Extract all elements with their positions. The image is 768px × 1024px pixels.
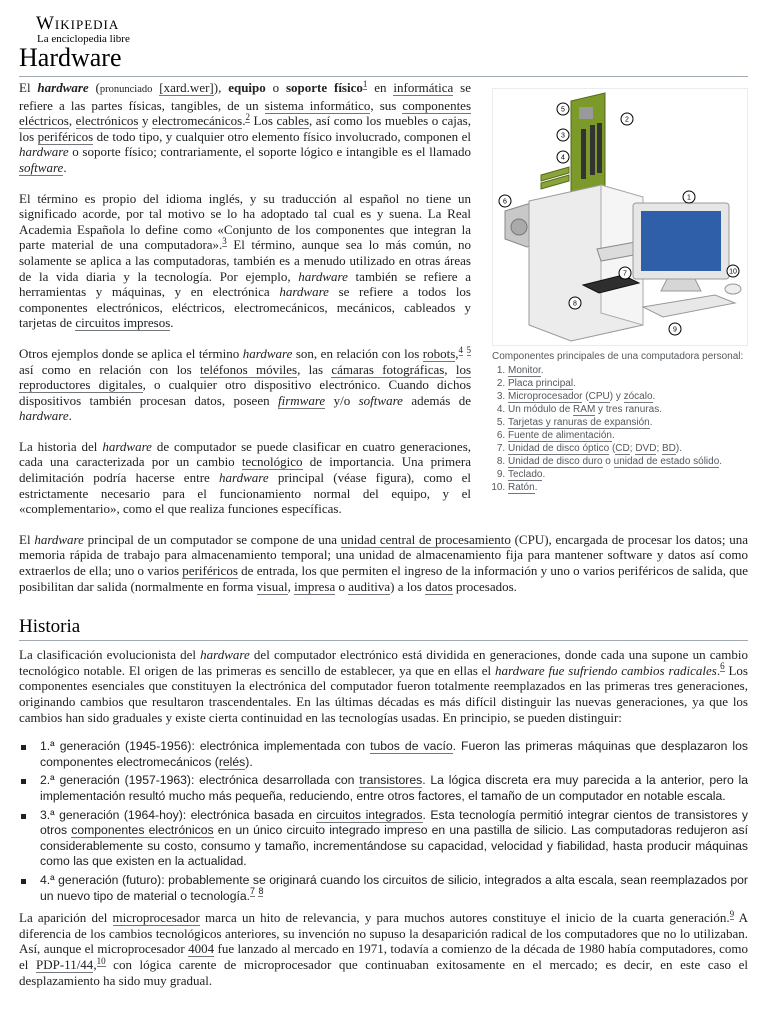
text-run: hardware: [279, 284, 329, 300]
text-run: . Esta tecnología permitió integrar cientos de transistores y otros: [40, 807, 749, 838]
text-run: .: [573, 378, 576, 389]
inline-link[interactable]: Monitor: [508, 365, 541, 376]
text-run: en un único circuito integrado impreso en una pastilla de silicio. Las computadoras redujeron así considerablemente su costo, consumo y tamaño, incrementándose su capacidad, velocidad y fiabilidad, hasta producir máquinas como las que existen en la actualidad.: [40, 823, 749, 869]
text-run: software: [358, 392, 403, 408]
inline-link[interactable]: 4004: [188, 941, 215, 957]
text-run: .: [652, 391, 656, 402]
figure-legend-item: [508, 403, 748, 416]
callout-label-6: 6: [503, 198, 507, 206]
intro-paragraph-3: [19, 346, 471, 424]
inline-link[interactable]: microprocesador: [112, 910, 200, 926]
figure-caption: [492, 350, 748, 494]
inline-link[interactable]: unidad central de procesamiento: [340, 531, 511, 547]
text-run: (CPU), encargada de procesar los datos; una memoria rápida de trabajo para almacenamiento temporal; una unidad de almacenamiento fija para mantener software y datos así como extraerlos de ella; uno o varios: [19, 531, 748, 579]
callout-label-2: 2: [625, 116, 629, 124]
inline-link[interactable]: tubos de vacío: [370, 739, 453, 754]
generation-item: [19, 873, 748, 904]
callout-5: [557, 103, 569, 115]
inline-link[interactable]: Ratón: [508, 482, 535, 493]
figure-legend-list: [492, 364, 748, 494]
callout-4: [557, 151, 569, 163]
text-run: La historia del: [19, 438, 103, 454]
inline-link[interactable]: visual: [256, 578, 288, 594]
callout-label-1: 1: [687, 194, 691, 202]
inline-link[interactable]: Microprocesador: [508, 391, 583, 402]
inline-link[interactable]: componentes electrónicos: [71, 823, 214, 838]
text-run: , las: [297, 361, 332, 377]
text-run: . Fueron las primeras máquinas que desplazaron los componentes electromecánicos (: [40, 739, 748, 769]
text-run: con lógica carente de microprocesador que continuaban exitosamente en el mercado; es decir, en este caso el desplazamiento ha sido muy gradual.: [19, 956, 748, 988]
callout-8: [569, 297, 581, 309]
text-run: A diferencia de los cambios tecnológicos anteriores, su invención no supuso la desaparición radical de los computadores que no lo utilizaban. Así, aunque el microprocesador: [19, 910, 749, 957]
text-run: hardware: [34, 531, 84, 547]
reference-link[interactable]: 3: [222, 236, 227, 247]
intro-paragraph-2: [19, 191, 471, 331]
inline-link[interactable]: auditiva: [348, 578, 391, 594]
inline-link[interactable]: RAM: [573, 404, 596, 415]
inline-link[interactable]: Unidad de disco óptico: [508, 443, 610, 454]
callout-label-10: 10: [729, 268, 737, 276]
text-run: . La lógica discreta era muy parecida a la anterior, pero la implementación resultó mucho más pequeña, reduciendo, entre otros factores, el tamaño de un computador en notable escala.: [40, 773, 749, 803]
intro-paragraph-5: [19, 532, 748, 594]
inline-link[interactable]: PDP-11/44: [36, 956, 94, 972]
text-run: .: [716, 662, 721, 678]
bullet-icon: [21, 879, 26, 884]
figure-legend-item: [508, 429, 748, 442]
text-run: además de: [402, 392, 471, 408]
text-run: (: [88, 80, 100, 95]
text-run: soporte físico: [285, 80, 363, 95]
text-run: ) a los: [390, 578, 426, 594]
text-run: ),: [213, 80, 229, 95]
text-run: Los componentes esenciales que constituyen la electrónica del computador fueron totalmente reemplazados en las primeras tres generaciones, originando cambios que resultaron trascendentales. En las últimas décadas es más difícil distinguir las nuevas generaciones, ya que los cambios han sido graduales y existe cierta continuidad en las tecnologías usadas. En principio, se pueden distinguir:: [19, 662, 748, 725]
text-run: Un módulo de: [508, 404, 574, 415]
text-run: y tres ranuras.: [595, 404, 662, 415]
text-run: .: [542, 469, 546, 480]
tagline: La enciclopedia libre: [37, 33, 130, 45]
inline-link[interactable]: tecnológico: [241, 454, 303, 470]
text-run: .: [534, 482, 538, 493]
text-run: o: [335, 578, 349, 594]
text-run: también se refiere a herramientas y máquinas, y en electrónica: [19, 268, 471, 300]
text-run: .: [649, 417, 653, 428]
figure-legend-item: [508, 390, 748, 403]
inline-link[interactable]: BD: [662, 443, 676, 454]
text-run: hardware: [19, 408, 69, 424]
callout-9: [669, 323, 681, 335]
inline-link[interactable]: relés: [218, 754, 246, 769]
text-run: se refiere a todos los componentes electrónicos, eléctricos, electromecánicos, mecánicos, cableados y tarjetas de: [19, 284, 471, 331]
callout-label-5: 5: [561, 106, 565, 114]
text-run: se refiere a las partes físicas, tangibles, de un: [19, 80, 471, 113]
intro-paragraph-4: [19, 439, 471, 517]
text-run: ).: [245, 754, 253, 769]
text-run: hardware: [200, 647, 250, 663]
generations-list: [19, 739, 748, 904]
historia-paragraph-1: [19, 647, 748, 725]
text-run: Otros ejemplos donde se aplica el término: [19, 345, 243, 361]
text-run: (: [582, 391, 589, 402]
inline-link[interactable]: circuitos impresos: [75, 315, 171, 331]
inline-link[interactable]: firmware: [278, 392, 326, 408]
inline-link[interactable]: unidad de estado sólido: [613, 456, 720, 467]
figure-legend-item: [508, 364, 748, 377]
callout-label-8: 8: [573, 300, 577, 308]
inline-link[interactable]: zócalo: [623, 391, 653, 402]
callout-label-7: 7: [623, 270, 627, 278]
text-run: hardware fue sufriendo cambios radicales: [495, 662, 717, 678]
inline-link[interactable]: Tarjetas y ranuras de expansión: [508, 417, 650, 428]
text-run: .: [611, 430, 615, 441]
figure-box: [492, 88, 748, 494]
inline-link[interactable]: periféricos: [182, 563, 238, 579]
inline-link[interactable]: cables: [276, 113, 309, 129]
text-run: .: [719, 456, 723, 467]
pc-components-image[interactable]: [492, 88, 748, 346]
text-run: de todo tipo, y cualquier otro elemento físico involucrado, componen el: [93, 128, 471, 144]
inline-link[interactable]: [xard.wer]: [159, 80, 214, 95]
callout-label-9: 9: [673, 326, 677, 334]
inline-link[interactable]: Teclado: [508, 469, 543, 480]
figure-legend-item: [508, 442, 748, 455]
section-heading-historia: Historia: [19, 616, 748, 641]
text-run: ;: [629, 443, 636, 454]
callout-1: [683, 191, 695, 203]
text-run: ,: [287, 578, 295, 594]
callout-2: [621, 113, 633, 125]
inline-link[interactable]: Unidad de disco duro: [508, 456, 603, 467]
figure-legend-item: [508, 468, 748, 481]
figure-legend-item: [508, 377, 748, 390]
figure-legend-item: [508, 416, 748, 429]
text-run: marca un hito de relevancia, y para muchos autores constituye el inicio de la cuarta generación.: [199, 910, 730, 926]
bullet-icon: [21, 779, 26, 784]
inline-link[interactable]: circuitos integrados: [316, 807, 423, 822]
callout-3: [557, 129, 569, 141]
text-run: ,: [455, 345, 459, 361]
wikipedia-logo[interactable]: [36, 14, 130, 45]
inline-link[interactable]: electromecánicos: [151, 113, 243, 129]
inline-link[interactable]: CPU: [588, 391, 610, 402]
title-divider: [19, 76, 748, 77]
text-run: El: [19, 531, 35, 547]
callout-label-4: 4: [561, 154, 565, 162]
generation-item: [19, 739, 748, 770]
text-run: o soporte físico; contrariamente, el soporte lógico e intangible es el llamado: [68, 144, 471, 160]
text-run: hardware: [102, 438, 152, 454]
inline-link[interactable]: datos: [425, 578, 453, 594]
callout-7: [619, 267, 631, 279]
text-run: o: [602, 456, 614, 467]
text-run: Los: [249, 113, 277, 129]
text-run: ,: [68, 113, 76, 129]
text-run: fue lanzado al mercado en 1971, todavía a comienzo de la década de 1980 había computadores, como el: [19, 941, 748, 972]
text-run: pronunciado: [99, 84, 153, 95]
text-run: 4.ª generación (futuro): probablemente se originará cuando los circuitos de silicio, integrados a alta escala, sean reemplazados por un nuevo tipo de material o tecnología.: [40, 872, 748, 903]
inline-link[interactable]: informática: [393, 80, 454, 95]
text-run: y/o: [325, 392, 359, 408]
bullet-icon: [21, 814, 26, 819]
text-run: del computador electrónico está dividida en generaciones, donde cada una supone un cambio tecnológico notable. El origen de las primeras es sencillo de establecer, ya que en ellas el: [19, 647, 748, 678]
text-run: ,: [93, 956, 97, 972]
inline-link[interactable]: software: [19, 159, 64, 175]
inline-link[interactable]: componentes eléctricos: [19, 97, 472, 129]
text-run: , así como los muebles o cajas, los: [19, 113, 471, 144]
text-run: 2.ª generación (1957-1963): electrónica desarrollada con: [40, 773, 360, 788]
text-run: .: [242, 113, 246, 129]
text-run: ).: [675, 443, 683, 454]
text-run: La clasificación evolucionista del: [19, 647, 201, 663]
page-title: Hardware: [19, 43, 122, 72]
text-run: 1.ª generación (1945-1956): electrónica implementada con: [40, 739, 371, 754]
text-run: El término es propio del idioma inglés, y su traducción al español no tiene un significado acorde, por tal motivo se lo ha adoptado tal cual es y suena. La Real Academia Española lo define como «Conjunto de los componentes que integran la parte material de una computadora».: [19, 190, 471, 253]
reference-link[interactable]: 5: [466, 344, 471, 355]
text-run: hardware: [37, 80, 89, 95]
text-run: son, en relación con los: [292, 345, 423, 361]
callout-label-3: 3: [561, 132, 565, 140]
reference-link[interactable]: 4: [458, 344, 463, 355]
text-run: hardware: [298, 268, 348, 284]
inline-link[interactable]: robots: [422, 345, 456, 361]
reference-link[interactable]: 2: [245, 111, 250, 122]
text-run: .: [63, 159, 67, 175]
text-run: de importancia. Una primera delimitación podría hacerse entre: [19, 454, 472, 486]
inline-link[interactable]: Fuente de alimentación: [508, 430, 612, 441]
text-run: procesados.: [452, 578, 517, 594]
text-run: La aparición del: [19, 910, 113, 926]
text-run: hardware: [19, 144, 69, 160]
text-run: o: [265, 80, 286, 95]
inline-link[interactable]: teléfonos móviles: [200, 361, 298, 377]
reference-link[interactable]: 7: [250, 886, 256, 897]
text-run: [463, 346, 467, 361]
reference-link[interactable]: 9: [729, 908, 735, 919]
text-run: principal de un computador se compone de una: [83, 531, 341, 547]
figure-legend-item: [508, 481, 748, 494]
reference-link[interactable]: 1: [362, 78, 368, 89]
text-run: , sus: [370, 97, 403, 113]
text-run: El: [19, 80, 38, 95]
inline-link[interactable]: impresa: [294, 578, 336, 594]
text-run: y: [138, 113, 152, 129]
text-run: equipo: [228, 80, 266, 95]
intro-paragraph-1: [19, 80, 471, 176]
wordmark: Wikipedia: [36, 13, 120, 34]
text-run: ,: [444, 361, 456, 377]
figure-caption-text: Componentes principales de una computadora personal:: [492, 351, 744, 362]
article-body: [19, 80, 748, 988]
text-run: así como en relación con los: [19, 361, 201, 377]
text-run: de computador se puede clasificar en cuatro generaciones, cada una caracterizada por un cambio: [19, 438, 471, 470]
generation-item: [19, 808, 748, 870]
text-run: ;: [656, 443, 662, 454]
text-run: principal (véase figura), como el estrictamente necesario para el funcionamiento normal del equipo, y el «complementario», como el que realiza funciones específicas.: [19, 470, 471, 517]
text-run: .: [540, 365, 544, 376]
text-run: , o cualquier otro dispositivo electrónico. Cuando dichos dispositivos también procesan datos, poseen: [19, 377, 471, 408]
text-run: .: [68, 408, 72, 424]
text-run: de entrada, los que permiten el ingreso de la información y uno o varios periféricos de salida, que posibilitan dar salida (normalmente en forma: [19, 563, 748, 594]
text-run: .: [170, 315, 174, 331]
text-run: en: [367, 80, 394, 95]
inline-link[interactable]: periféricos: [37, 128, 94, 144]
bullet-icon: [21, 745, 26, 750]
reference-link[interactable]: 6: [720, 661, 725, 672]
text-run: 3.ª generación (1964-hoy): electrónica basada en: [40, 807, 317, 822]
inline-link[interactable]: Placa principal: [508, 378, 574, 389]
historia-paragraph-2: [19, 910, 748, 988]
generation-item: [19, 773, 748, 804]
inline-link[interactable]: sistema informático: [264, 97, 371, 113]
inline-link[interactable]: cámaras fotográficas: [331, 361, 445, 377]
inline-link[interactable]: CD: [615, 443, 630, 454]
inline-link[interactable]: transistores: [359, 773, 423, 788]
reference-link[interactable]: 10: [96, 955, 106, 966]
text-run: ) y: [609, 391, 624, 402]
callout-10: [727, 265, 739, 277]
callout-6: [499, 195, 511, 207]
figure-legend-item: [508, 455, 748, 468]
text-run: (: [609, 443, 616, 454]
inline-link[interactable]: electrónicos: [75, 113, 139, 129]
inline-link[interactable]: los reproductores digitales: [19, 361, 471, 393]
text-run: El término, aunque sea lo más común, no solamente se aplica a las computadoras, también es a menudo utilizado en otras áreas de la vida diaria y la tecnología. Por ejemplo,: [19, 237, 471, 284]
text-run: hardware: [242, 345, 293, 361]
inline-link[interactable]: DVD: [635, 443, 657, 454]
text-run: hardware: [219, 470, 269, 486]
reference-link[interactable]: 8: [258, 886, 264, 897]
